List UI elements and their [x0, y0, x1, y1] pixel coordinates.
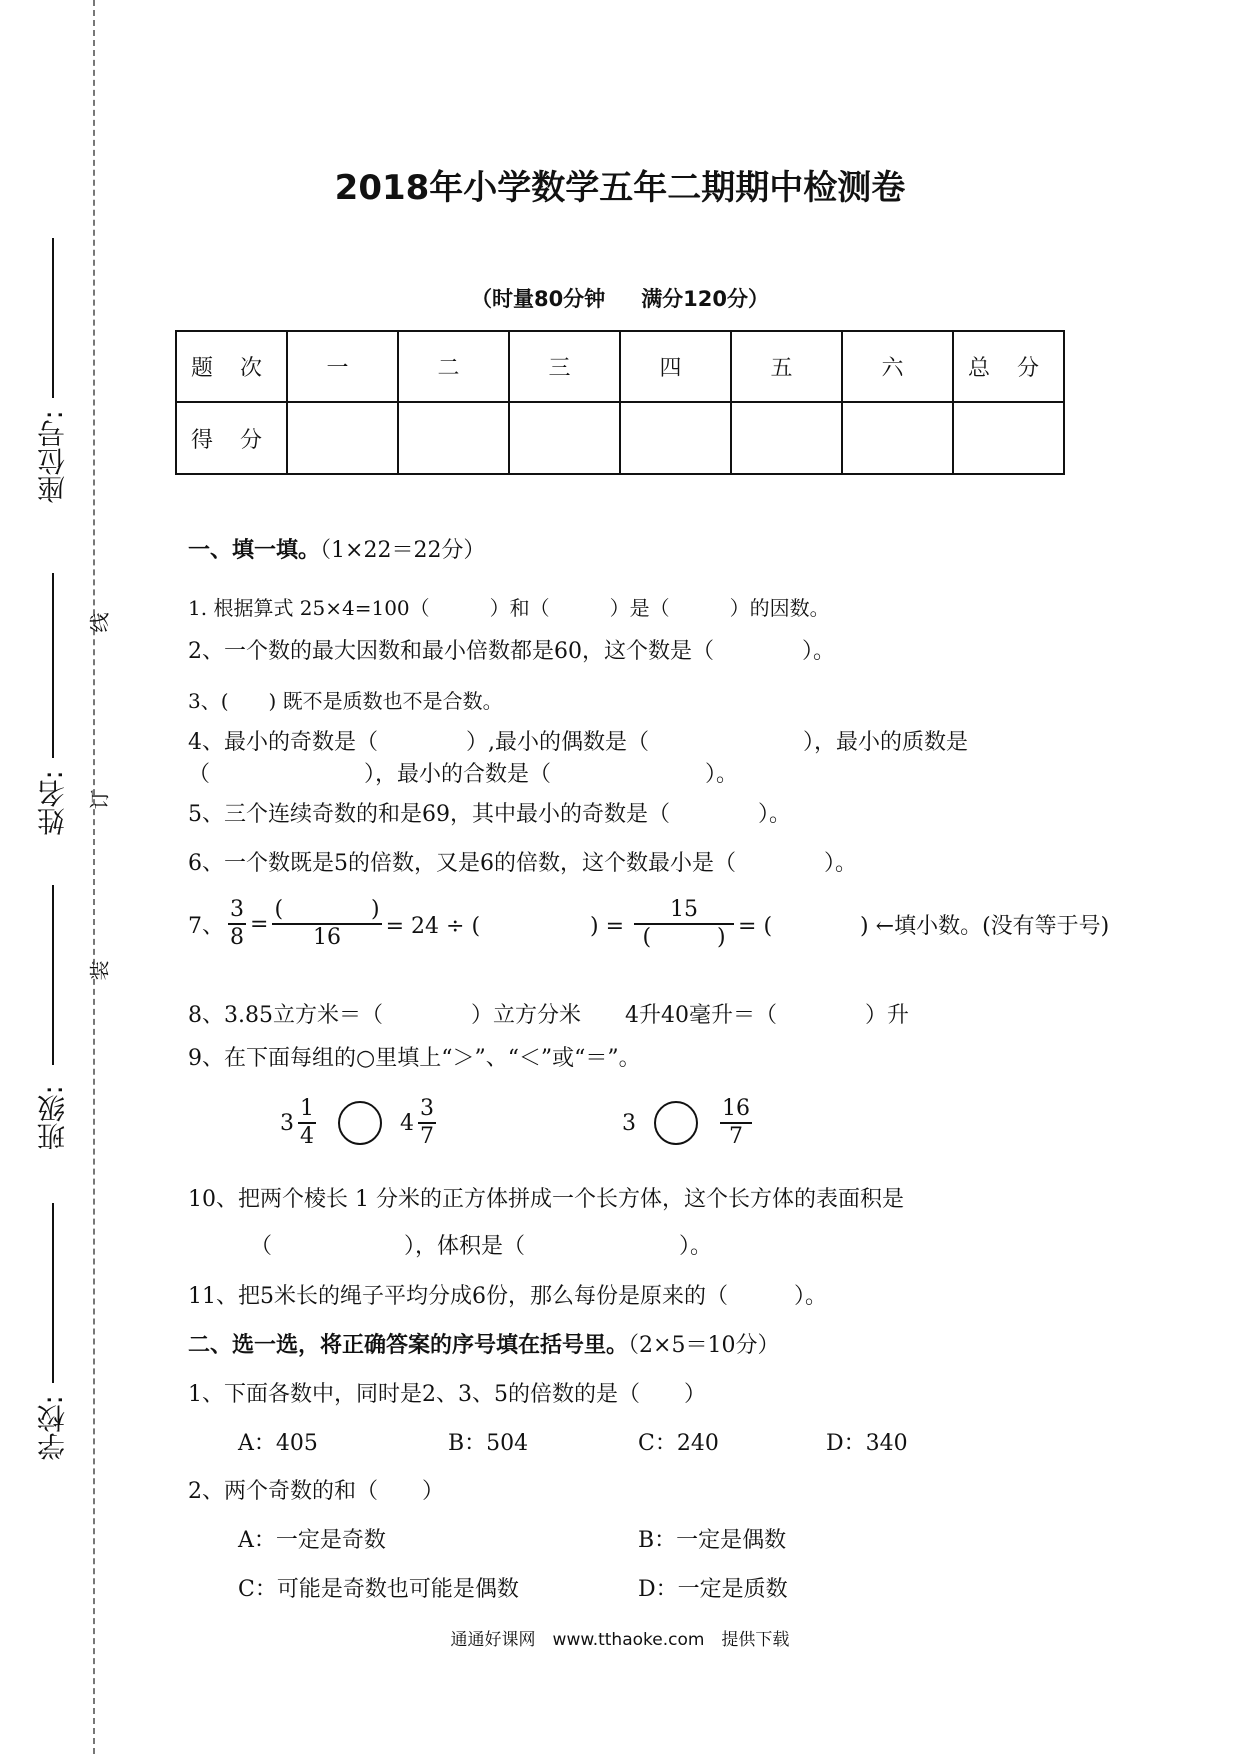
q9-d-denominator: 7 — [729, 1124, 743, 1150]
q7-f3-denominator: ( ) — [642, 925, 726, 951]
q7-f2-numerator: ( ) — [274, 897, 380, 922]
score-header-cell: 五 — [731, 331, 842, 402]
binding-char-ding: 订 — [87, 789, 112, 810]
q9-b-denominator: 7 — [420, 1124, 434, 1150]
q2-2-option-b: B：一定是偶数 — [638, 1528, 787, 1553]
question-1-2: 2、一个数的最大因数和最小倍数都是60，这个数是（ ）。 — [188, 639, 835, 664]
q2-1-option-b: B：504 — [448, 1431, 529, 1456]
section1-points: （1×22＝22分） — [320, 538, 486, 563]
section2-heading-line — [188, 1328, 779, 1359]
score-cell[interactable] — [842, 402, 953, 474]
page-footer: 通通好课网 www.tthaoke.com 提供下载 — [450, 1630, 790, 1650]
q9-c-whole: 3 — [622, 1110, 636, 1136]
score-cell[interactable] — [620, 402, 731, 474]
question-1-10a: 10、把两个棱长 1 分米的正方体拼成一个长方体，这个长方体的表面积是 — [188, 1187, 904, 1212]
q9-a-numerator: 1 — [300, 1096, 314, 1121]
question-2-1: 1、下面各数中，同时是2、3、5的倍数的是（ ） — [188, 1382, 706, 1407]
question-1-11: 11、把5米长的绳子平均分成6份，那么每份是原来的（ ）。 — [188, 1284, 827, 1309]
q7-fraction-3 — [634, 897, 734, 952]
q9-a-whole: 3 — [280, 1110, 294, 1136]
class-label: 班级: — [36, 1085, 69, 1151]
question-1-8: 8、3.85立方米＝（ ）立方分米 4升40毫升＝（ ）升 — [188, 1003, 909, 1028]
question-2-2: 2、两个奇数的和（ ） — [188, 1479, 444, 1504]
score-table — [175, 330, 1065, 475]
question-1-5: 5、三个连续奇数的和是69，其中最小的奇数是（ ）。 — [188, 802, 791, 827]
score-table-header-row — [176, 331, 1064, 402]
question-1-4a: 4、最小的奇数是（ ）,最小的偶数是（ ），最小的质数是 — [188, 730, 968, 755]
question-1-9: 9、在下面每组的○里填上“＞”、“＜”或“＝”。 — [188, 1046, 641, 1071]
school-underline — [52, 1203, 54, 1383]
score-header-cell: 六 — [842, 331, 953, 402]
name-underline — [52, 573, 54, 758]
question-1-10b: （ ），体积是（ ）。 — [250, 1234, 713, 1259]
score-header-cell: 一 — [287, 331, 398, 402]
q9-a-denominator: 4 — [300, 1124, 314, 1150]
score-header-cell: 三 — [509, 331, 620, 402]
question-1-1: 1. 根据算式 25×4=100（ ）和（ ）是（ ）的因数。 — [188, 596, 830, 620]
score-cell[interactable] — [953, 402, 1064, 474]
q2-2-option-a: A：一定是奇数 — [238, 1528, 386, 1553]
q2-1-option-a: A：405 — [238, 1431, 318, 1456]
q2-1-option-d: D：340 — [826, 1431, 908, 1456]
q7-tail: = ( ) ←填小数。(没有等于号) — [738, 913, 1110, 939]
q9-b-whole: 4 — [400, 1110, 414, 1136]
q7-f3-numerator: 15 — [670, 897, 699, 922]
q9-d-fraction — [720, 1096, 752, 1151]
binding-char-zhuang: 装 — [87, 960, 112, 981]
name-label: 姓名: — [36, 770, 69, 836]
score-row-label: 得 分 — [176, 402, 287, 474]
section1-heading-line — [188, 533, 485, 564]
q7-fraction-1 — [228, 897, 246, 952]
q9-b-fraction — [418, 1096, 436, 1151]
score-cell[interactable] — [398, 402, 509, 474]
score-header-cell: 二 — [398, 331, 509, 402]
seat-underline — [52, 238, 54, 398]
binding-dashed-line — [93, 0, 95, 1754]
score-cell[interactable] — [731, 402, 842, 474]
q7-prefix: 7、 — [188, 913, 224, 939]
exam-info — [0, 283, 1240, 313]
q9-group-1 — [280, 1096, 440, 1151]
score-header-cell: 题 次 — [176, 331, 287, 402]
score-header-cell: 四 — [620, 331, 731, 402]
q2-1-option-c: C：240 — [638, 1431, 719, 1456]
question-1-6: 6、一个数既是5的倍数，又是6的倍数，这个数最小是（ ）。 — [188, 851, 857, 876]
section2-points: （2×5＝10分） — [628, 1333, 780, 1358]
q7-f1-denominator: 8 — [230, 925, 244, 951]
compare-circle[interactable] — [338, 1101, 382, 1145]
q7-equals: = — [250, 911, 269, 937]
q9-b-numerator: 3 — [420, 1096, 434, 1121]
q9-d-numerator: 16 — [722, 1096, 750, 1121]
q7-f1-numerator: 3 — [230, 897, 244, 922]
q7-fraction-2 — [272, 897, 381, 952]
page-title: 2018年小学数学五年二期期中检测卷 — [334, 168, 906, 208]
school-label: 学校: — [36, 1395, 69, 1461]
q7-middle: = 24 ÷ ( ) = — [385, 913, 625, 939]
section1-heading: 一、填一填。 — [188, 537, 321, 563]
q7-f2-denominator: 16 — [313, 925, 342, 951]
score-cell[interactable] — [287, 402, 398, 474]
full-score: 满分120分） — [641, 287, 770, 311]
score-table-score-row — [176, 402, 1064, 474]
compare-circle[interactable] — [654, 1101, 698, 1145]
class-underline — [52, 885, 54, 1065]
binding-char-xian: 线 — [87, 612, 112, 633]
question-1-4b: （ ），最小的合数是（ ）。 — [188, 762, 739, 787]
section2-heading: 二、选一选，将正确答案的序号填在括号里。 — [188, 1332, 629, 1358]
question-1-3: 3、( ) 既不是质数也不是合数。 — [188, 689, 503, 713]
q9-a-fraction — [298, 1096, 316, 1151]
q2-2-option-c: C：可能是奇数也可能是偶数 — [238, 1577, 519, 1602]
seat-label: 座位号: — [36, 410, 69, 504]
q2-2-option-d: D：一定是质数 — [638, 1577, 788, 1602]
q9-group-2 — [622, 1096, 756, 1151]
score-header-cell: 总 分 — [953, 331, 1064, 402]
time-limit: （时量80分钟 — [470, 287, 606, 311]
score-cell[interactable] — [509, 402, 620, 474]
question-1-7 — [188, 897, 1109, 952]
